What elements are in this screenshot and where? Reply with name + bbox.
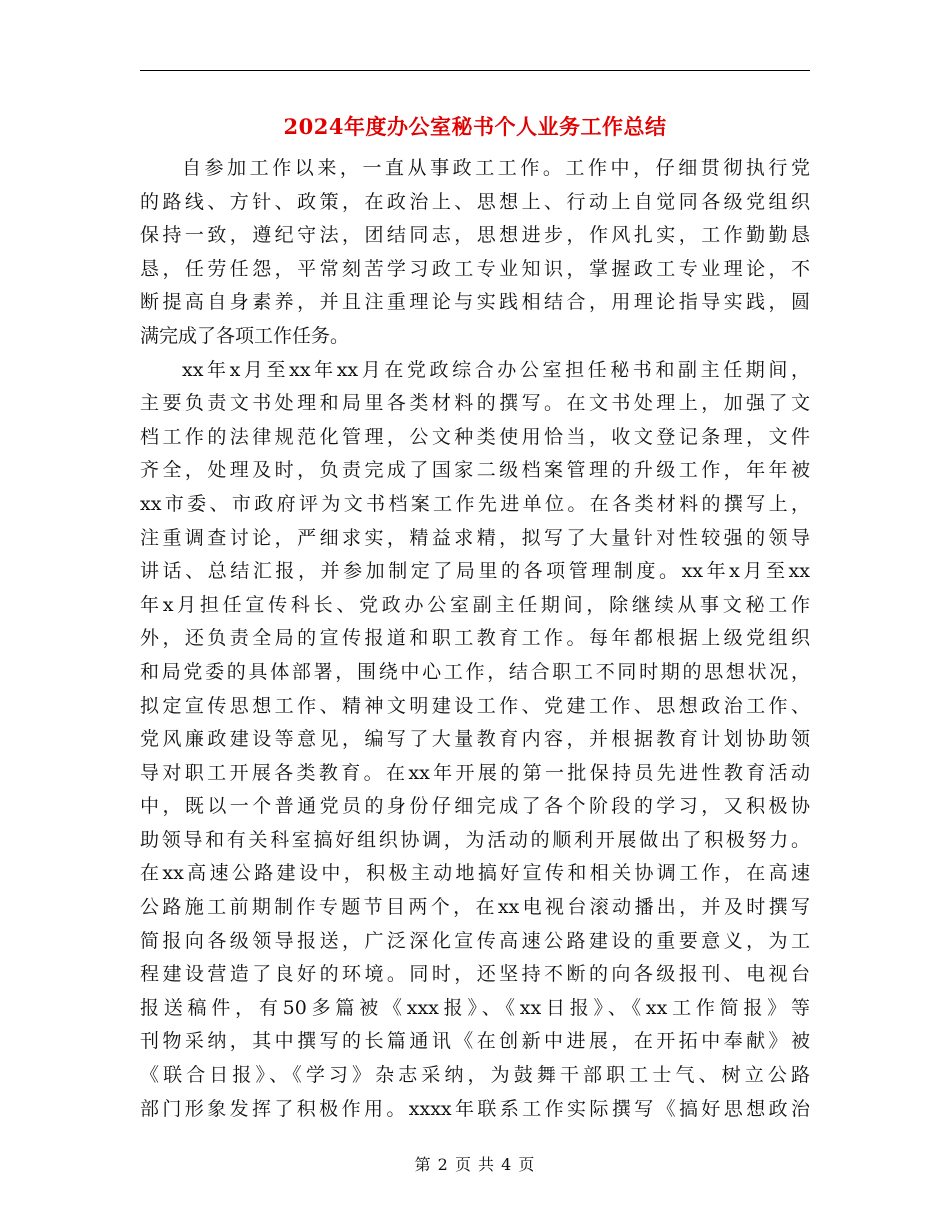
text-line: 导对职工开展各类教育。在xx年开展的第一批保持员先进性教育活动: [140, 761, 810, 784]
text-line: 主要负责文书处理和局里各类材料的撰写。在文书处理上，加强了文: [140, 392, 810, 415]
text-line: 中，既以一个普通党员的身份仔细完成了各个阶段的学习，又积极协: [140, 795, 810, 818]
text-line: 满完成了各项工作任务。: [140, 324, 350, 347]
text-line: 恳，任劳任怨，平常刻苦学习政工专业知识，掌握政工专业理论，不: [140, 257, 810, 280]
text-line: 保持一致，遵纪守法，团结同志，思想进步，作风扎实，工作勤勤恳: [140, 224, 810, 247]
text-line: 讲话、总结汇报，并参加制定了局里的各项管理制度。xx年x月至xx: [140, 560, 810, 583]
text-line: 在xx高速公路建设中，积极主动地搞好宣传和相关协调工作，在高速: [140, 862, 810, 885]
text-line: xx市委、市政府评为文书档案工作先进单位。在各类材料的撰写上，: [140, 492, 810, 515]
text-line: 报送稿件，有50多篇被《xxx报》、《xx日报》、《xx工作简报》等: [140, 996, 810, 1019]
text-line: 《联合日报》、《学习》杂志采纳，为鼓舞干部职工士气、树立公路: [140, 1064, 810, 1087]
document-body: [140, 152, 810, 1126]
text-line: 助领导和有关科室搞好组织协调，为活动的顺利开展做出了积极努力。: [140, 828, 810, 851]
text-line: 的路线、方针、政策，在政治上、思想上、行动上自觉同各级党组织: [140, 190, 810, 213]
text-line: 拟定宣传思想工作、精神文明建设工作、党建工作、思想政治工作、: [140, 694, 810, 717]
text-line: 刊物采纳，其中撰写的长篇通讯《在创新中进展，在开拓中奉献》被: [140, 1030, 810, 1053]
header-rule: [140, 70, 810, 71]
text-line: 年x月担任宣传科长、党政办公室副主任期间，除继续从事文秘工作: [140, 593, 810, 616]
text-line: 齐全，处理及时，负责完成了国家二级档案管理的升级工作，年年被: [140, 459, 810, 482]
text-line: 注重调查讨论，严细求实，精益求精，拟写了大量针对性较强的领导: [140, 526, 810, 549]
text-line: 和局党委的具体部署，围绕中心工作，结合职工不同时期的思想状况，: [140, 660, 810, 683]
text-line: 程建设营造了良好的环境。同时，还坚持不断的向各级报刊、电视台: [140, 963, 810, 986]
document-title: 2024年度办公室秘书个人业务工作总结: [283, 114, 667, 139]
text-line: 外，还负责全局的宣传报道和职工教育工作。每年都根据上级党组织: [140, 627, 810, 650]
text-line: 部门形象发挥了积极作用。xxxx年联系工作实际撰写《搞好思想政治: [140, 1097, 810, 1120]
text-line: xx年x月至xx年xx月在党政综合办公室担任秘书和副主任期间，: [182, 358, 810, 381]
text-line: 自参加工作以来，一直从事政工工作。工作中，仔细贯彻执行党: [182, 157, 810, 179]
text-line: 简报向各级领导报送，广泛深化宣传高速公路建设的重要意义，为工: [140, 929, 810, 952]
text-line: 断提高自身素养，并且注重理论与实践相结合，用理论指导实践，圆: [140, 291, 810, 314]
text-line: 公路施工前期制作专题节目两个，在xx电视台滚动播出，并及时撰写: [140, 896, 810, 919]
text-line: 档工作的法律规范化管理，公文种类使用恰当，收文登记条理，文件: [140, 425, 810, 448]
text-line: 党风廉政建设等意见，编写了大量教育内容，并根据教育计划协助领: [140, 728, 810, 751]
page-footer: 第 2 页 共 4 页: [414, 1155, 536, 1174]
